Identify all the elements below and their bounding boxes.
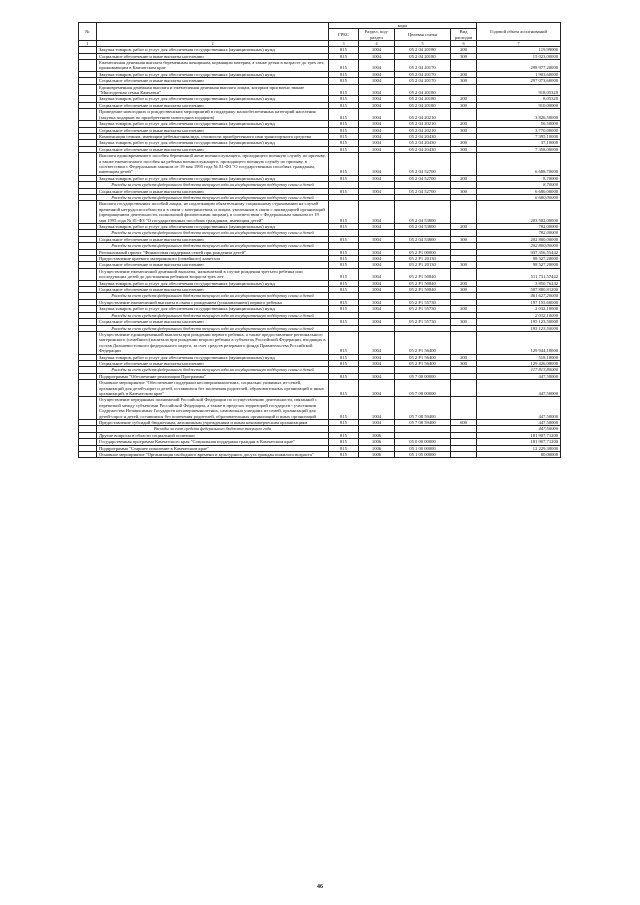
column-number: 2 xyxy=(97,41,329,47)
row-name-cell: Расходы за счет средств федерального бюджета текущего года на государственную поддержку семьи и детей xyxy=(97,293,329,299)
row-number-cell xyxy=(79,397,97,420)
row-name-cell: Закупка товаров, работ и услуг для обеспечения государственных (муниципальных) нужд xyxy=(97,71,329,77)
row-csr-cell: 05 2 04 20210 xyxy=(395,109,451,121)
row-grbs-cell: 815 xyxy=(329,373,359,379)
row-razdel-cell: 1004 xyxy=(359,188,395,194)
table-row xyxy=(79,331,561,354)
row-csr-cell: 05 2 04 20180 xyxy=(395,53,451,59)
row-grbs-cell: 815 xyxy=(329,201,359,224)
row-amount-cell: 298 977,20000 xyxy=(477,60,561,72)
row-razdel-cell: 1004 xyxy=(359,153,395,176)
row-amount-cell: 461 627,20000 xyxy=(477,293,561,299)
row-razdel-cell: 1004 xyxy=(359,249,395,255)
col-grbs-header: ГРБС xyxy=(329,29,359,41)
row-amount-cell: 447,50000 xyxy=(477,426,561,432)
row-amount-cell: 782,00000 xyxy=(477,230,561,236)
table-row xyxy=(79,201,561,224)
codes-group-header: коды xyxy=(329,23,477,29)
row-csr-cell: 05 2 P1 50840 xyxy=(395,287,451,293)
row-razdel-cell: 1004 xyxy=(359,175,395,181)
row-grbs-cell: 815 xyxy=(329,78,359,84)
row-grbs-cell: 815 xyxy=(329,299,359,305)
row-vr-cell: 200 xyxy=(451,306,477,312)
row-csr-cell: 05 2 04 20180 xyxy=(395,96,451,102)
row-name-cell: Основное мероприятие "Организация свободного времени и культурного досуга граждан пожилого возраста" xyxy=(97,452,329,458)
row-amount-cell: 202 800,00000 xyxy=(477,236,561,242)
row-name-cell: Закупка товаров, работ и услуг для обеспечения государственных (муниципальных) нужд xyxy=(97,224,329,230)
row-name-cell: Социальное обеспечение и иные выплаты населению xyxy=(97,236,329,242)
row-name-cell: Социальное обеспечение и иные выплаты населению xyxy=(97,262,329,268)
row-razdel-cell: 1004 xyxy=(359,380,395,397)
row-grbs-cell: 815 xyxy=(329,53,359,59)
row-razdel-cell: 1004 xyxy=(359,60,395,72)
row-amount-cell: 2 032,10000 xyxy=(477,306,561,312)
row-amount-cell: 195 123,50000 xyxy=(477,325,561,331)
row-amount-cell: 8,70000 xyxy=(477,182,561,188)
row-grbs-cell: 815 xyxy=(329,432,359,438)
row-grbs-cell: 815 xyxy=(329,319,359,325)
row-vr-cell: 200 xyxy=(451,121,477,127)
row-name-cell: Подпрограмма "Старшее поколение в Камчатском крае" xyxy=(97,445,329,451)
row-name-cell: Выплата государственных пособий лицам, не подлежащим обязательному социальному страхованию на случай временной нетрудоспособности и в связи с материнством, и лицам, уволенным в связи с ликвидацией организаций (прекращением деятельности, полномочий физическими лицами), в соответствии с Федеральным законом от 19 мая 1995 года № 81-ФЗ "О государственных пособиях гражданам, имеющим детей" xyxy=(97,201,329,224)
row-csr-cell: 05 1 05 00000 xyxy=(395,452,451,458)
row-amount-cell: 3 826,50000 xyxy=(477,109,561,121)
row-number-cell xyxy=(79,201,97,224)
row-vr-cell xyxy=(451,380,477,397)
row-name-cell: Расходы за счет средств федерального бюджета текущего года xyxy=(97,426,329,432)
row-name-cell: Закупка товаров, работ и услуг для обеспечения государственных (муниципальных) нужд xyxy=(97,280,329,286)
row-number-cell xyxy=(79,109,97,121)
row-razdel-cell: 1006 xyxy=(359,445,395,451)
row-amount-cell: 518,10000 xyxy=(477,354,561,360)
row-razdel-cell: 1004 xyxy=(359,373,395,379)
row-vr-cell xyxy=(451,109,477,121)
row-csr-cell: 05 2 04 53800 xyxy=(395,236,451,242)
row-amount-cell: 129 426,08000 xyxy=(477,360,561,366)
row-name-cell: Государственная программа Камчатского края "Социальная поддержка граждан в Камчатском крае" xyxy=(97,439,329,445)
row-csr-cell: 05 2 P1 50840 xyxy=(395,280,451,286)
table-row xyxy=(79,153,561,176)
row-csr-cell: 05 1 00 00000 xyxy=(395,445,451,451)
row-number-cell xyxy=(79,60,97,72)
row-razdel-cell: 1004 xyxy=(359,420,395,426)
row-name-cell: Социальное обеспечение и иные выплаты населению xyxy=(97,146,329,152)
row-csr-cell: 05 2 04 53800 xyxy=(395,224,451,230)
row-csr-cell: 05 2 04 52700 xyxy=(395,175,451,181)
row-csr-cell: 05 2 P1 20130 xyxy=(395,262,451,268)
row-razdel-cell: 1004 xyxy=(359,397,395,420)
row-csr-cell: 05 2 04 52700 xyxy=(395,153,451,176)
row-name-cell: Осуществление ежемесячной денежной выплаты, назначаемой в случае рождения третьего ребенка или последующих детей до достижения ребенком возраста трех лет xyxy=(97,268,329,280)
row-name-cell: Закупка товаров, работ и услуг для обеспечения государственных (муниципальных) нужд xyxy=(97,121,329,127)
row-name-cell: Осуществление переданных полномочий Российской Федерации по осуществлению деятельности, связанной с перевозкой между субъектами Российской Федерации, а также в пределах территорий государств - участников Содружества Независимых Государств несовершеннолетних, самовольно ушедших из семей, организаций для детей-сирот и детей, оставшихся без попечения родителей, образовательных организаций и иных организаций xyxy=(97,397,329,420)
row-amount-cell: 7 395,10000 xyxy=(477,133,561,139)
row-vr-cell: 300 xyxy=(451,360,477,366)
row-name-cell: Осуществление ежемесячной выплаты в связи с рождением (усыновлением) первого ребенка xyxy=(97,299,329,305)
row-grbs-cell: 815 xyxy=(329,140,359,146)
row-vr-cell: 200 xyxy=(451,175,477,181)
row-grbs-cell: 815 xyxy=(329,354,359,360)
row-grbs-cell: 815 xyxy=(329,256,359,262)
row-number-cell xyxy=(79,268,97,280)
row-amount-cell: 6 680,00000 xyxy=(477,194,561,200)
row-amount-cell: 15 023,00000 xyxy=(477,53,561,59)
row-amount-cell: 3 850,76242 xyxy=(477,280,561,286)
row-name-cell: Социальное обеспечение и иные выплаты населению xyxy=(97,360,329,366)
row-amount-cell: 195 123,50000 xyxy=(477,319,561,325)
row-amount-cell: 56,50000 xyxy=(477,121,561,127)
row-vr-cell xyxy=(451,153,477,176)
column-number: 5 xyxy=(395,41,451,47)
row-razdel-cell: 1004 xyxy=(359,71,395,77)
row-csr-cell: 05 2 04 20430 xyxy=(395,140,451,146)
row-razdel-cell: 1004 xyxy=(359,133,395,139)
row-grbs-cell: 815 xyxy=(329,262,359,268)
row-amount-cell: 37,10000 xyxy=(477,140,561,146)
row-amount-cell: 6 680,00000 xyxy=(477,188,561,194)
row-grbs-cell: 815 xyxy=(329,249,359,255)
budget-table-sheet xyxy=(78,22,560,458)
row-grbs-cell: 815 xyxy=(329,146,359,152)
row-razdel-cell: 1004 xyxy=(359,121,395,127)
row-name-cell: Единовременная денежная выплата и ежемесячная денежная выплата лицам, которым присвоено звание "Многодетная семья Камчатки" xyxy=(97,84,329,96)
row-csr-cell: 05 2 04 20430 xyxy=(395,133,451,139)
row-name-cell: Социальное обеспечение и иные выплаты населению xyxy=(97,127,329,133)
table-row xyxy=(79,109,561,121)
row-razdel-cell: 1006 xyxy=(359,452,395,458)
row-amount-cell: 937 356,55442 xyxy=(477,249,561,255)
row-vr-cell: 300 xyxy=(451,287,477,293)
row-csr-cell: 05 2 04 20210 xyxy=(395,121,451,127)
row-razdel-cell: 1004 xyxy=(359,96,395,102)
row-name-cell: Социальное обеспечение и иные выплаты населению xyxy=(97,78,329,84)
row-csr-cell: 05 2 04 53800 xyxy=(395,201,451,224)
row-razdel-cell: 1004 xyxy=(359,236,395,242)
row-csr-cell: 05 2 P1 55730 xyxy=(395,299,451,305)
row-grbs-cell: 815 xyxy=(329,420,359,426)
row-amount-cell: 197 155,60000 xyxy=(477,299,561,305)
row-grbs-cell: 815 xyxy=(329,175,359,181)
row-vr-cell: 300 xyxy=(451,262,477,268)
row-csr-cell: 05 2 04 20170 xyxy=(395,71,451,77)
row-vr-cell xyxy=(451,397,477,420)
row-amount-cell: 98 527,20000 xyxy=(477,256,561,262)
row-csr-cell: 05 2 P1 56400 xyxy=(395,360,451,366)
row-grbs-cell: 815 xyxy=(329,47,359,53)
row-amount-cell: 2 032,10000 xyxy=(477,312,561,318)
row-vr-cell: 300 xyxy=(451,146,477,152)
row-name-cell: Расходы за счет средств федерального бюджета текущего года на государственную поддержку семьи и детей xyxy=(97,230,329,236)
row-vr-cell: 600 xyxy=(451,420,477,426)
row-grbs-cell: 815 xyxy=(329,380,359,397)
row-csr-cell: 05 2 04 20430 xyxy=(395,146,451,152)
row-vr-cell: 300 xyxy=(451,127,477,133)
row-vr-cell: 300 xyxy=(451,53,477,59)
row-csr-cell: 05 2 04 20180 xyxy=(395,84,451,96)
row-name-cell: Социальное обеспечение и иные выплаты населению xyxy=(97,53,329,59)
row-razdel-cell: 1004 xyxy=(359,53,395,59)
row-vr-cell xyxy=(451,331,477,354)
row-grbs-cell: 815 xyxy=(329,60,359,72)
row-grbs-cell: 815 xyxy=(329,452,359,458)
row-csr-cell: 05 2 P1 20130 xyxy=(395,256,451,262)
row-razdel-cell: 1004 xyxy=(359,256,395,262)
row-grbs-cell: 815 xyxy=(329,84,359,96)
table-row xyxy=(79,60,561,72)
row-amount-cell: 6 688,70000 xyxy=(477,153,561,176)
row-razdel-cell: 1004 xyxy=(359,360,395,366)
col-amount-header: Годовой объем ассигнований xyxy=(477,23,561,41)
row-amount-cell: 8,05320 xyxy=(477,96,561,102)
column-number: 1 xyxy=(79,41,97,47)
table-row xyxy=(79,452,561,458)
row-vr-cell: 300 xyxy=(451,188,477,194)
row-razdel-cell: 1004 xyxy=(359,127,395,133)
row-razdel-cell: 1004 xyxy=(359,354,395,360)
row-vr-cell xyxy=(451,84,477,96)
row-amount-cell: 782,00000 xyxy=(477,224,561,230)
row-csr-cell: 05 7 08 59400 xyxy=(395,420,451,426)
row-csr-cell: 05 2 P1 56400 xyxy=(395,354,451,360)
row-vr-cell xyxy=(451,452,477,458)
row-grbs-cell: 815 xyxy=(329,439,359,445)
column-number: 4 xyxy=(359,41,395,47)
row-razdel-cell: 1004 xyxy=(359,331,395,354)
row-razdel-cell: 1004 xyxy=(359,109,395,121)
row-name-cell: Подпрограмма "Обеспечение реализации Программы" xyxy=(97,373,329,379)
row-amount-cell: 119,99000 xyxy=(477,47,561,53)
row-amount-cell: 117 813,80000 xyxy=(477,367,561,373)
row-razdel-cell: 1004 xyxy=(359,280,395,286)
row-razdel-cell: 1006 xyxy=(359,432,395,438)
row-vr-cell: 200 xyxy=(451,354,477,360)
col-csr-header: Целевая статья xyxy=(395,29,451,41)
row-razdel-cell: 1004 xyxy=(359,262,395,268)
row-razdel-cell: 1004 xyxy=(359,299,395,305)
row-amount-cell: 918,05320 xyxy=(477,84,561,96)
row-name-cell: Проведение новогодних и рождественских мероприятий в поддержку малообеспеченных категорий населения (закупка подарков по приобретению новогодних подарков) xyxy=(97,109,329,121)
row-amount-cell: 910,00000 xyxy=(477,102,561,108)
row-razdel-cell: 1004 xyxy=(359,78,395,84)
row-grbs-cell: 815 xyxy=(329,127,359,133)
table-row xyxy=(79,397,561,420)
row-csr-cell: 05 7 08 59400 xyxy=(395,397,451,420)
row-amount-cell: 181 907,71200 xyxy=(477,432,561,438)
row-grbs-cell: 815 xyxy=(329,360,359,366)
row-name-cell: Региональный проект "Финансовая поддержка семей при рождении детей" xyxy=(97,249,329,255)
row-name-cell: Закупка товаров, работ и услуг для обеспечения государственных (муниципальных) нужд xyxy=(97,96,329,102)
row-csr-cell: 05 0 00 00000 xyxy=(395,439,451,445)
row-csr-cell: 05 2 P1 00000 xyxy=(395,249,451,255)
row-amount-cell: 12 229,30000 xyxy=(477,445,561,451)
col-razdel-header: Раздел, под-раздел xyxy=(359,29,395,41)
row-vr-cell xyxy=(451,60,477,72)
row-csr-cell: 05 2 04 20170 xyxy=(395,78,451,84)
row-razdel-cell: 1004 xyxy=(359,224,395,230)
row-vr-cell: 200 xyxy=(451,96,477,102)
row-razdel-cell: 1004 xyxy=(359,306,395,312)
row-csr-cell: 05 2 P1 56400 xyxy=(395,331,451,354)
col-name-header xyxy=(97,23,329,41)
row-name-cell: Компенсация семьям, имеющим ребенка-инвалида, стоимости приобретенного ими транспортного средства xyxy=(97,133,329,139)
row-name-cell: Основное мероприятие "Обеспечение поддержки несовершеннолетних, социально уязвимых из-семей, организаций для детей-сирот и детей, оставшихся без попечения родителей, образовательных организаций и иных организаций, в Камчатском крае" xyxy=(97,380,329,397)
row-amount-cell: 447,50000 xyxy=(477,420,561,426)
row-csr-cell: 05 2 P1 55730 xyxy=(395,306,451,312)
row-name-cell: Предоставление краевого материнского (семейного) капитала xyxy=(97,256,329,262)
row-number-cell xyxy=(79,452,97,458)
table-body xyxy=(79,47,561,458)
row-vr-cell: 200 xyxy=(451,224,477,230)
row-grbs-cell: 815 xyxy=(329,133,359,139)
row-razdel-cell: 1004 xyxy=(359,146,395,152)
row-name-cell: Расходы за счет средств федерального бюджета текущего года на государственную поддержку семьи и детей xyxy=(97,243,329,249)
row-amount-cell: 129 944,18000 xyxy=(477,331,561,354)
row-vr-cell: 200 xyxy=(451,140,477,146)
row-amount-cell: 3 770,00000 xyxy=(477,127,561,133)
row-number-cell xyxy=(79,380,97,397)
row-name-cell: Закупка товаров, работ и услуг для обеспечения государственных (муниципальных) нужд xyxy=(97,175,329,181)
row-name-cell: Осуществление единовременной выплаты при рождении первого ребенка, а также предоставление регионального материнского (семейного) капитала при рождении второго ребенка в субъектах Российской Федерации, входящих в состав Дальневосточного федерального округа, за счет средств резервного фонда Правительства Российской Федерации xyxy=(97,331,329,354)
row-grbs-cell: 815 xyxy=(329,445,359,451)
row-vr-cell: 300 xyxy=(451,78,477,84)
col-num-header: № xyxy=(79,23,97,41)
table-row xyxy=(79,380,561,397)
row-name-cell: Ежемесячная денежная выплата беременным женщинам, кормящим матерям, а также детям в возрасте до трех лет, проживающим в Камчатском крае xyxy=(97,60,329,72)
row-grbs-cell: 815 xyxy=(329,331,359,354)
row-name-cell: Закупка товаров, работ и услуг для обеспечения государственных (муниципальных) нужд xyxy=(97,354,329,360)
row-number-cell xyxy=(79,153,97,176)
row-name-cell: Закупка товаров, работ и услуг для обеспечения государственных (муниципальных) нужд xyxy=(97,140,329,146)
col-vr-header: Вид расходов xyxy=(451,29,477,41)
row-razdel-cell: 1004 xyxy=(359,319,395,325)
row-number-cell xyxy=(79,84,97,96)
row-name-cell: Расходы за счет средств федерального бюджета текущего года на государственную поддержку семьи и детей xyxy=(97,367,329,373)
row-amount-cell: 7 358,00000 xyxy=(477,146,561,152)
row-razdel-cell: 1004 xyxy=(359,201,395,224)
row-csr-cell: 05 2 P1 55730 xyxy=(395,319,451,325)
row-grbs-cell: 815 xyxy=(329,236,359,242)
row-csr-cell: 05 7 00 00000 xyxy=(395,373,451,379)
row-grbs-cell: 815 xyxy=(329,268,359,280)
row-name-cell: Социальное обеспечение и иные выплаты населению xyxy=(97,287,329,293)
row-grbs-cell: 815 xyxy=(329,71,359,77)
row-razdel-cell: 1004 xyxy=(359,47,395,53)
row-amount-cell: 447,50000 xyxy=(477,397,561,420)
row-csr-cell: 05 2 04 20180 xyxy=(395,102,451,108)
row-grbs-cell: 815 xyxy=(329,287,359,293)
row-amount-cell: 203 582,00000 xyxy=(477,201,561,224)
row-amount-cell: 181 907,71200 xyxy=(477,439,561,445)
budget-table xyxy=(78,22,561,458)
row-razdel-cell: 1004 xyxy=(359,140,395,146)
row-name-cell: Другие вопросы в области социальной политики xyxy=(97,432,329,438)
table-row xyxy=(79,84,561,96)
row-name-cell: Расходы за счет средств федерального бюджета текущего года на государственную поддержку семьи и детей xyxy=(97,182,329,188)
row-grbs-cell: 815 xyxy=(329,102,359,108)
row-grbs-cell: 815 xyxy=(329,306,359,312)
row-grbs-cell: 815 xyxy=(329,153,359,176)
row-amount-cell: 511 731,57442 xyxy=(477,268,561,280)
row-name-cell: Расходы за счет средств федерального бюджета текущего года на государственную поддержку семьи и детей xyxy=(97,194,329,200)
row-name-cell: Закупка товаров, работ и услуг для обеспечения государственных (муниципальных) нужд xyxy=(97,47,329,53)
row-name-cell: Выплата единовременного пособия беременной жене военнослужащего, проходящего военную службу по призыву, а также ежемесячного пособия на ребенка военнослужащего, проходящего военную службу по призыву, в соответствии с Федеральным законом от 19 мая 1995 года № 81-ФЗ "О государственных пособиях гражданам, имеющим детей" xyxy=(97,153,329,176)
row-name-cell: Социальное обеспечение и иные выплаты населению xyxy=(97,188,329,194)
row-number-cell xyxy=(79,331,97,354)
row-name-cell: Закупка товаров, работ и услуг для обеспечения государственных (муниципальных) нужд xyxy=(97,306,329,312)
row-vr-cell: 200 xyxy=(451,47,477,53)
row-amount-cell: 1 903,60000 xyxy=(477,71,561,77)
table-header xyxy=(79,23,561,47)
row-razdel-cell: 1004 xyxy=(359,268,395,280)
row-amount-cell: 447,50000 xyxy=(477,380,561,397)
row-vr-cell xyxy=(451,268,477,280)
column-number: 7 xyxy=(477,41,561,47)
row-name-cell: Предоставление субсидий бюджетным, автономным учреждениям и иным некоммерческим организациям xyxy=(97,420,329,426)
row-vr-cell: 200 xyxy=(451,280,477,286)
row-csr-cell: 05 2 04 20170 xyxy=(395,60,451,72)
row-grbs-cell: 815 xyxy=(329,224,359,230)
row-name-cell: Расходы за счет средств федерального бюджета текущего года на государственную поддержку семьи и детей xyxy=(97,325,329,331)
row-grbs-cell: 815 xyxy=(329,121,359,127)
row-amount-cell: 80,00000 xyxy=(477,452,561,458)
row-grbs-cell: 815 xyxy=(329,109,359,121)
page-number: 46 xyxy=(317,884,323,890)
table-row xyxy=(79,268,561,280)
row-vr-cell: 300 xyxy=(451,319,477,325)
row-amount-cell: 202 800,00000 xyxy=(477,243,561,249)
row-amount-cell: 98 527,20000 xyxy=(477,262,561,268)
row-csr-cell: 05 2 04 20180 xyxy=(395,47,451,53)
row-grbs-cell: 815 xyxy=(329,280,359,286)
row-grbs-cell: 815 xyxy=(329,188,359,194)
row-grbs-cell: 815 xyxy=(329,96,359,102)
row-amount-cell: 507 880,81200 xyxy=(477,287,561,293)
row-name-cell: Социальное обеспечение и иные выплаты населению xyxy=(97,102,329,108)
row-razdel-cell: 1004 xyxy=(359,287,395,293)
row-csr-cell: 05 2 P1 50840 xyxy=(395,268,451,280)
row-amount-cell: 8,70000 xyxy=(477,175,561,181)
row-csr-cell: 05 7 08 00000 xyxy=(395,380,451,397)
row-grbs-cell: 815 xyxy=(329,397,359,420)
row-razdel-cell: 1004 xyxy=(359,84,395,96)
row-amount-cell: 297 073,60000 xyxy=(477,78,561,84)
row-csr-cell: 05 2 04 52700 xyxy=(395,188,451,194)
row-name-cell: Социальное обеспечение и иные выплаты населению xyxy=(97,319,329,325)
row-razdel-cell: 1004 xyxy=(359,102,395,108)
row-csr-cell: 05 2 04 20210 xyxy=(395,127,451,133)
row-vr-cell: 200 xyxy=(451,71,477,77)
column-number: 6 xyxy=(451,41,477,47)
row-name-cell: Расходы за счет средств федерального бюджета текущего года на государственную поддержку семьи и детей xyxy=(97,312,329,318)
row-razdel-cell: 1006 xyxy=(359,439,395,445)
row-amount-cell: 447,50000 xyxy=(477,373,561,379)
column-number: 3 xyxy=(329,41,359,47)
row-vr-cell: 300 xyxy=(451,102,477,108)
row-vr-cell xyxy=(451,201,477,224)
row-vr-cell: 300 xyxy=(451,236,477,242)
